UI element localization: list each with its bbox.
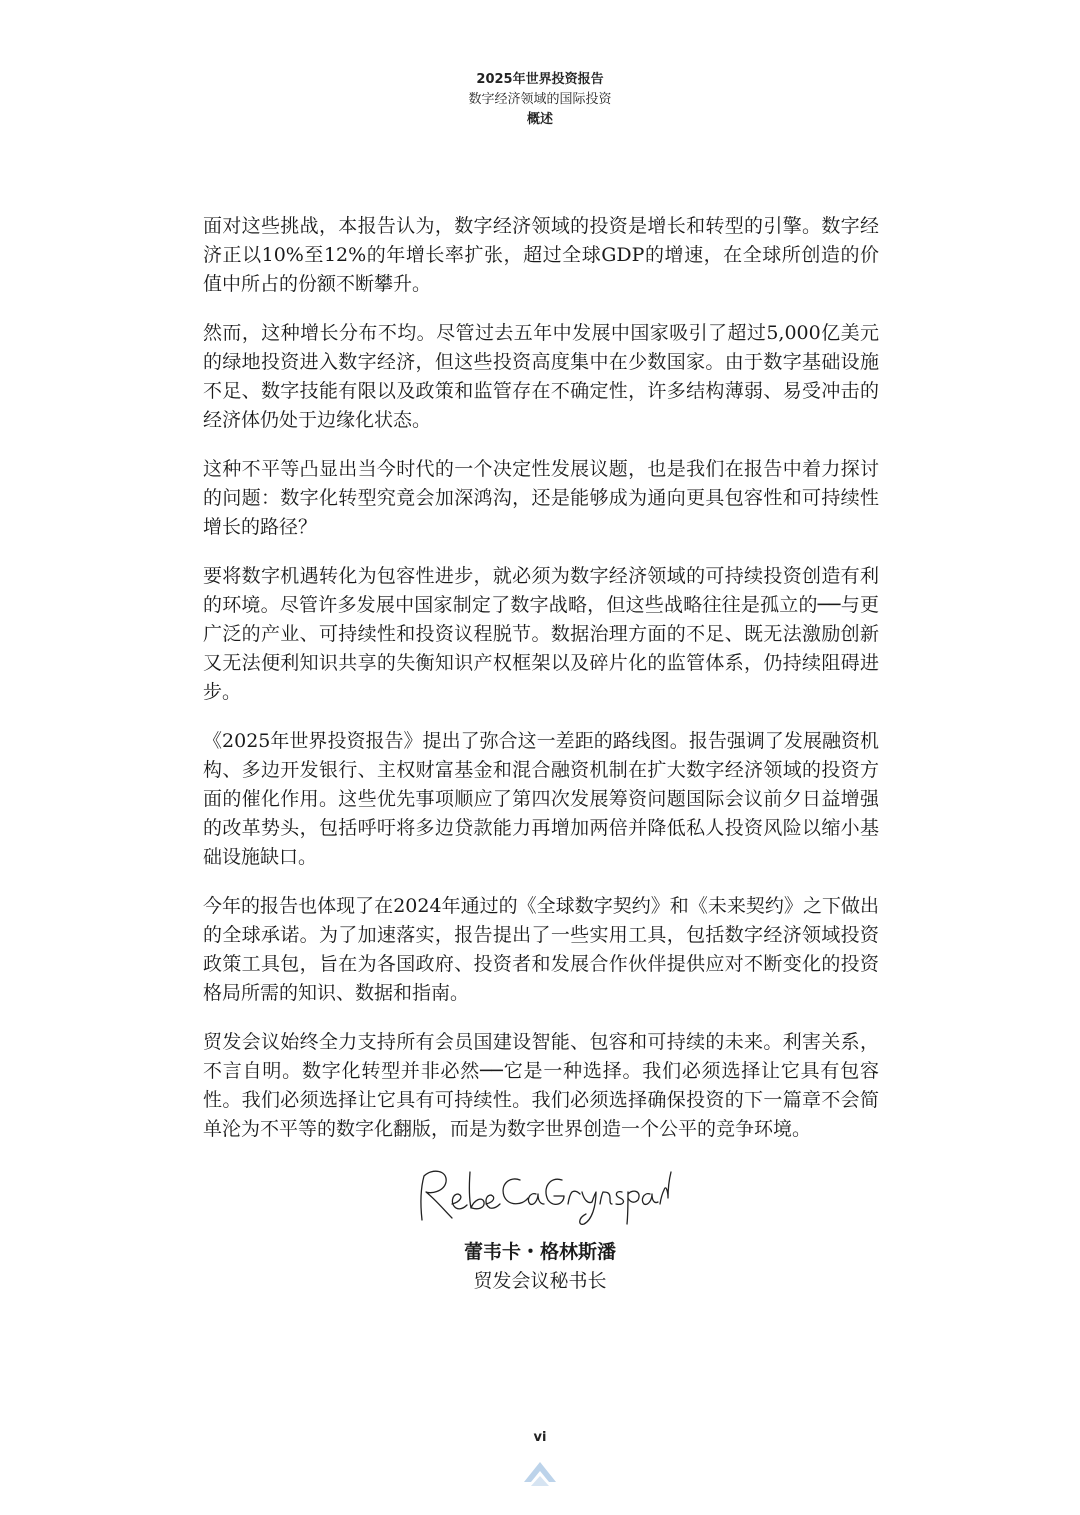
paragraph-2: 然而，这种增长分布不均。尽管过去五年中发展中国家吸引了超过5,000亿美元的绿地投资进入数字经济，但这些投资高度集中在少数国家。由于数字基础设施不足、数字技能有限以及政策和监管存在不确定性，许多结构薄弱、易受冲击的经济体仍处于边缘化状态。 bbox=[203, 322, 879, 431]
scroll-to-top-icon[interactable] bbox=[523, 1458, 557, 1488]
handwritten-signature bbox=[412, 1162, 672, 1232]
body-text bbox=[203, 212, 879, 1164]
paragraph-3: 这种不平等凸显出当今时代的一个决定性发展议题，也是我们在报告中着力探讨的问题：数字化转型究竟会加深鸿沟，还是能够成为通向更具包容性和可持续性增长的路径？ bbox=[203, 458, 879, 538]
page-number: vi bbox=[533, 1430, 547, 1445]
section-title: 概述 bbox=[526, 112, 553, 127]
paragraph-6: 今年的报告也体现了在2024年通过的《全球数字契约》和《未来契约》之下做出的全球承诺。为了加速落实，报告提出了一些实用工具，包括数字经济领域投资政策工具包，旨在为各国政府、投资者和发展合作伙伴提供应对不断变化的投资格局所需的知识、数据和指南。 bbox=[203, 895, 879, 1004]
report-subtitle: 数字经济领域的国际投资 bbox=[468, 92, 612, 107]
paragraph-4: 要将数字机遇转化为包容性进步，就必须为数字经济领域的可持续投资创造有利的环境。尽管许多发展中国家制定了数字战略，但这些战略往往是孤立的──与更广泛的产业、可持续性和投资议程脱节。数据治理方面的不足、既无法激励创新又无法便利知识共享的失衡知识产权框架以及碎片化的监管体系，仍持续阻碍进步。 bbox=[203, 565, 879, 703]
page-header bbox=[0, 70, 1080, 130]
report-title: 2025年世界投资报告 bbox=[476, 72, 604, 87]
paragraph-5: 《2025年世界投资报告》提出了弥合这一差距的路线图。报告强调了发展融资机构、多边开发银行、主权财富基金和混合融资机制在扩大数字经济领域的投资方面的催化作用。这些优先事项顺应了第四次发展筹资问题国际会议前夕日益增强的改革势头，包括呼吁将多边贷款能力再增加两倍并降低私人投资风险以缩小基础设施缺口。 bbox=[203, 730, 879, 868]
paragraph-7: 贸发会议始终全力支持所有会员国建设智能、包容和可持续的未来。利害关系，不言自明。数字化转型并非必然──它是一种选择。我们必须选择让它具有包容性。我们必须选择让它具有可持续性。我们必须选择确保投资的下一篇章不会简单沦为不平等的数字化翻版，而是为数字世界创造一个公平的竞争环境。 bbox=[203, 1031, 879, 1140]
signatory-title: 贸发会议秘书长 bbox=[473, 1270, 607, 1292]
signatory-name: 蕾韦卡・格林斯潘 bbox=[463, 1241, 616, 1263]
paragraph-1: 面对这些挑战，本报告认为，数字经济领域的投资是增长和转型的引擎。数字经济正以10%至12%的年增长率扩张，超过全球GDP的增速，在全球所创造的价值中所占的份额不断攀升。 bbox=[203, 215, 879, 295]
